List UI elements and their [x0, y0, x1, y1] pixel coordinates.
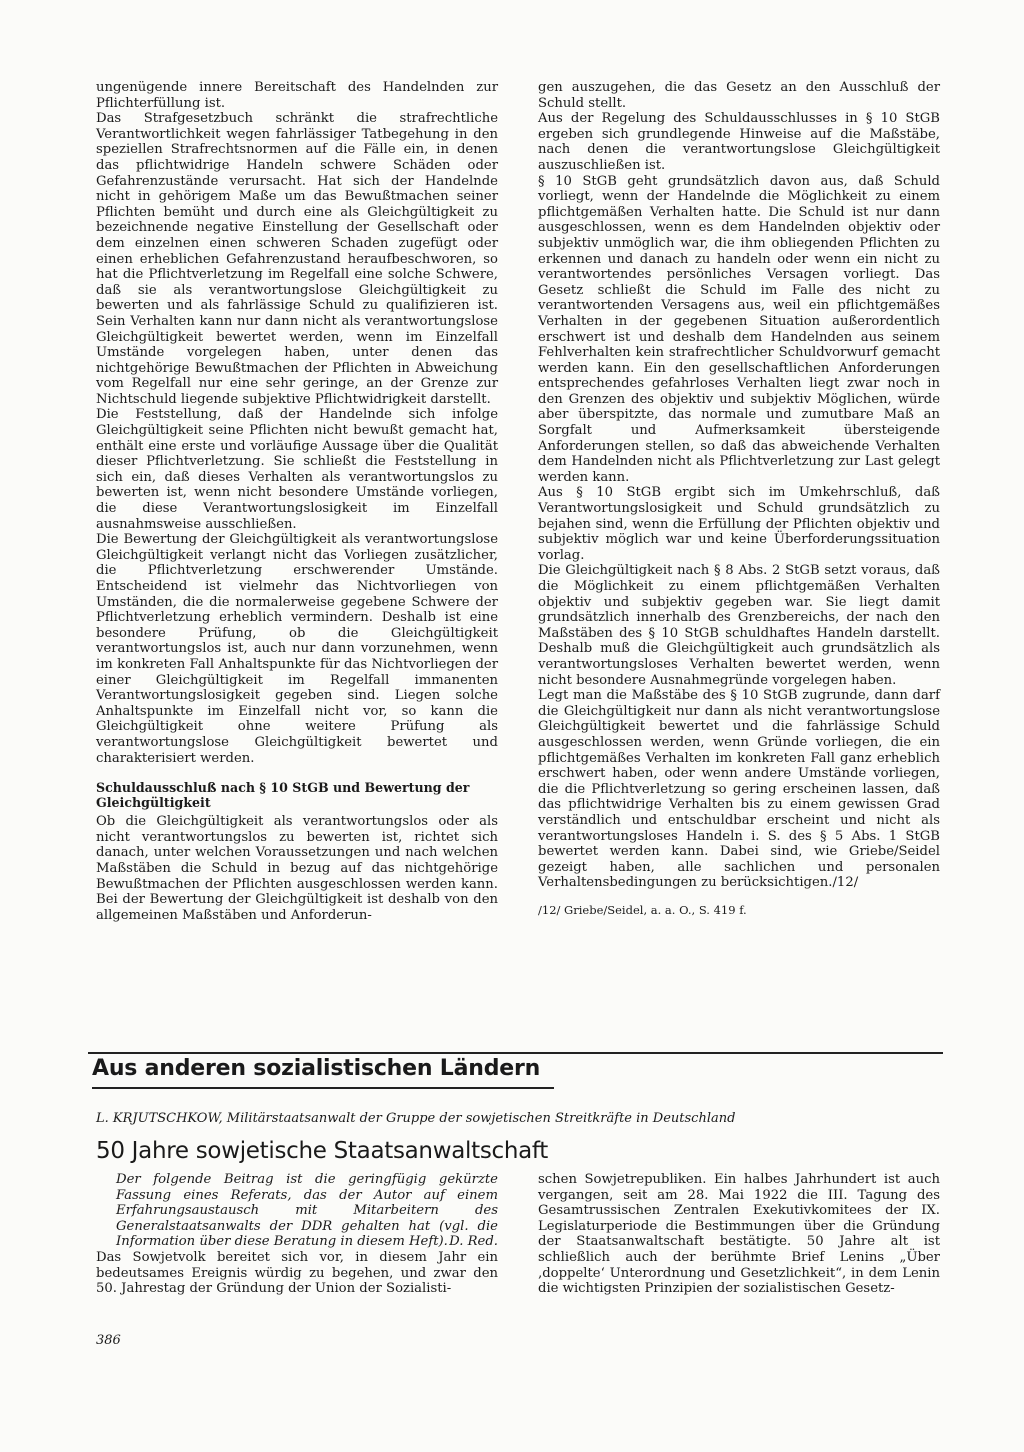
right-column-top — [538, 80, 940, 918]
paragraph: ungenügende innere Bereitschaft des Handelnden zur Pflichterfüllung ist. — [96, 80, 498, 111]
subheading: Schuldausschluß nach § 10 StGB und Bewertung der Gleichgültigkeit — [96, 780, 470, 811]
paragraph: § 10 StGB geht grundsätzlich davon aus, daß Schuld vorliegt, wenn der Handelnde die Möglichkeit zu einem pflichtgemäßen Verhalten hatte. Die Schuld ist nur dann ausgeschlossen, wenn es dem Handelnden objektiv oder subjektiv unmöglich war, die ihm obliegenden Pflichten zu erkennen und danach zu handeln oder wenn ein nicht zu verantwortendes persönliches Versagen vorliegt. Das Gesetz schließt die Schuld im Falle des nicht zu verantwortenden Versagens aus, weil ein pflichtgemäßes Verhalten in der gegebenen Situation außerordentlich erschwert ist und deshalb dem Handelnden aus seinem Fehlverhalten kein strafrechtlicher Schuldvorwurf gemacht werden kann. Ein den gesellschaftlichen Anforderungen entsprechendes gefahrloses Verhalten liegt zwar noch in den Grenzen des objektiv und subjektiv Möglichen, würde aber überspitzte, das normale und zumutbare Maß an Sorgfalt und Aufmerksamkeit übersteigende Anforderungen stellen, so daß das abweichende Verhalten dem Handelnden nicht als Pflichtverletzung zur Last gelegt werden kann. — [538, 173, 940, 485]
paragraph: schen Sowjetrepubliken. Ein halbes Jahrhundert ist auch vergangen, seit am 28. Mai 1922 die III. Tagung des Gesamtrussischen Zentralen Exekutivkomitees der IX. Legislaturperiode die Bestimmungen über die Gründung der Staatsanwaltschaft bestätigte. 50 Jahre alt ist schließlich auch der berühmte Brief Lenins „Über ‚doppelte‘ Unterordnung und Gesetzlichkeit“, in dem Lenin die wichtigsten Prinzipien der sozialistischen Gesetz- — [538, 1172, 940, 1297]
editorial-intro — [96, 1172, 498, 1250]
paragraph: Die Bewertung der Gleichgültigkeit als verantwortungslose Gleichgültigkeit verlangt nicht das Vorliegen zusätzlicher, die Pflichtverletzung erschwerender Umstände. Entscheidend ist vielmehr das Nichtvorliegen von Umständen, die die normalerweise gegebene Schwere der Pflichtverletzung erheblich vermindern. Deshalb ist eine besondere Prüfung, ob die Gleichgültigkeit verantwortungslos ist, auch nur dann vorzunehmen, wenn im konkreten Fall Anhaltspunkte für das Nichtvorliegen der einer Gleichgültigkeit im Regelfall immanenten Verantwortungslosigkeit gegeben sind. Liegen solche Anhaltspunkte im Einzelfall nicht vor, so kann die Gleichgültigkeit ohne weitere Prüfung als verantwortungslose Gleichgültigkeit bewertet und charakterisiert werden. — [96, 532, 498, 766]
paragraph: Die Gleichgültigkeit nach § 8 Abs. 2 StGB setzt voraus, daß die Möglichkeit zu einem pflichtgemäßen Verhalten objektiv und subjektiv gegeben war. Sie liegt damit grundsätzlich innerhalb des Grenzbereichs, der nach den Maßstäben des § 10 StGB schuldhaftes Handeln darstellt. Deshalb muß die Gleichgültigkeit auch grundsätzlich als verantwortungsloses Verhalten bewertet werden, wenn nicht besondere Ausnahmegründe vorgelegen haben. — [538, 563, 940, 688]
right-column-bottom — [538, 1172, 940, 1297]
intro-text: Der folgende Beitrag ist die geringfügig gekürzte Fassung eines Referats, das der Autor auf einem Erfahrungsaustausch mit Mitarbeitern des Generalstaatsanwalts der DDR gehalten hat (vgl. die Information über diese Beratung in diesem Heft). — [116, 1172, 498, 1250]
paragraph: Legt man die Maßstäbe des § 10 StGB zugrunde, dann darf die Gleichgültigkeit nur dann als nicht verantwortungslose Gleichgültigkeit bewertet und die fahrlässige Schuld ausgeschlossen werden, wenn Gründe vorliegen, die ein pflichtgemäßes Verhalten im konkreten Fall ganz erheblich erschwert haben, oder wenn andere Umstände vorliegen, die die Pflichtverletzung so gering erscheinen lassen, daß das pflichtwidrige Verhalten bis zu einem gewissen Grad verständlich und entschuldbar erscheint und nicht als verantwortungsloses Handeln i. S. des § 5 Abs. 1 StGB bewertet werden kann. Dabei sind, wie Griebe/Seidel gezeigt haben, alle sachlichen und personalen Verhaltensbedingungen zu berücksichtigen./12/ — [538, 688, 940, 891]
paragraph: Das Strafgesetzbuch schränkt die strafrechtliche Verantwortlichkeit wegen fahrlässiger Tatbegehung in den speziellen Strafrechtsnormen auf die Fälle ein, in denen das pflichtwidrige Handeln schwere Schäden oder Gefahrenzustände verursacht. Hat sich der Handelnde nicht in gehörigem Maße um das Bewußtmachen seiner Pflichten bemüht und durch eine als Gleichgültigkeit zu bezeichnende negative Einstellung der Gesellschaft oder dem einzelnen einen schweren Schaden zugefügt oder einen erheblichen Gefahrenzustand heraufbeschworen, so hat die Pflichtverletzung im Regelfall eine solche Schwere, daß sie als verantwortungslose Gleichgültigkeit zu bewerten und als fahrlässige Schuld zu qualifizieren ist. Sein Verhalten kann nur dann nicht als verantwortungslose Gleichgültigkeit bewertet werden, wenn im Einzelfall Umstände vorgelegen haben, unter denen das nichtgehörige Bewußtmachen der Pflichten in Abweichung vom Regelfall nur eine sehr geringe, an der Grenze zur Nichtschuld liegende subjektive Pflichtwidrigkeit darstellt. — [96, 111, 498, 407]
section-divider — [88, 1052, 943, 1054]
section-heading: Aus anderen sozialistischen Ländern — [92, 1056, 541, 1081]
section-heading-underline — [92, 1087, 554, 1089]
paragraph: Aus § 10 StGB ergibt sich im Umkehrschluß, daß Verantwortungslosigkeit und Schuld grundsätzlich zu bejahen sind, wenn die Erfüllung der Pflichten objektiv und subjektiv möglich war und keine Überforderungssituation vorlag. — [538, 485, 940, 563]
paragraph: Aus der Regelung des Schuldausschlusses in § 10 StGB ergeben sich grundlegende Hinweise auf die Maßstäbe, nach denen die verantwortungslose Gleichgültigkeit auszuschließen ist. — [538, 111, 940, 173]
paragraph: gen auszugehen, die das Gesetz an den Ausschluß der Schuld stellt. — [538, 80, 940, 111]
paragraph: Das Sowjetvolk bereitet sich vor, in diesem Jahr ein bedeutsames Ereignis würdig zu begehen, und zwar den 50. Jahrestag der Gründung der Union der Sozialisti- — [96, 1249, 498, 1297]
footnote: /12/ Griebe/Seidel, a. a. O., S. 419 f. — [538, 902, 747, 917]
intro-signature: D. Red. — [449, 1234, 498, 1250]
left-column-top — [96, 80, 498, 923]
author-line: L. KRJUTSCHKOW, Militärstaatsanwalt der Gruppe der sowjetischen Streitkräfte in Deutschland — [96, 1111, 736, 1126]
paragraph: Ob die Gleichgültigkeit als verantwortungslos oder als nicht verantwortungslos zu bewerten ist, richtet sich danach, unter welchen Voraussetzungen und nach welchen Maßstäben die Schuld in bezug auf das nichtgehörige Bewußtmachen der Pflichten ausgeschlossen werden kann. Bei der Bewertung der Gleichgültigkeit ist deshalb von den allgemeinen Maßstäben und Anforderun- — [96, 814, 498, 923]
left-column-bottom — [96, 1172, 498, 1297]
article-title: 50 Jahre sowjetische Staatsanwaltschaft — [96, 1138, 549, 1164]
paragraph: Die Feststellung, daß der Handelnde sich infolge Gleichgültigkeit seine Pflichten nicht bewußt gemacht hat, enthält eine erste und vorläufige Aussage über die Qualität dieser Pflichtverletzung. Sie schließt die Feststellung in sich ein, daß dieses Verhalten als verantwortungslos zu bewerten ist, wenn nicht besondere Umstände vorliegen, die diese Verantwortungslosigkeit im Einzelfall ausnahmsweise ausschließen. — [96, 407, 498, 532]
page-number: 386 — [96, 1333, 121, 1348]
